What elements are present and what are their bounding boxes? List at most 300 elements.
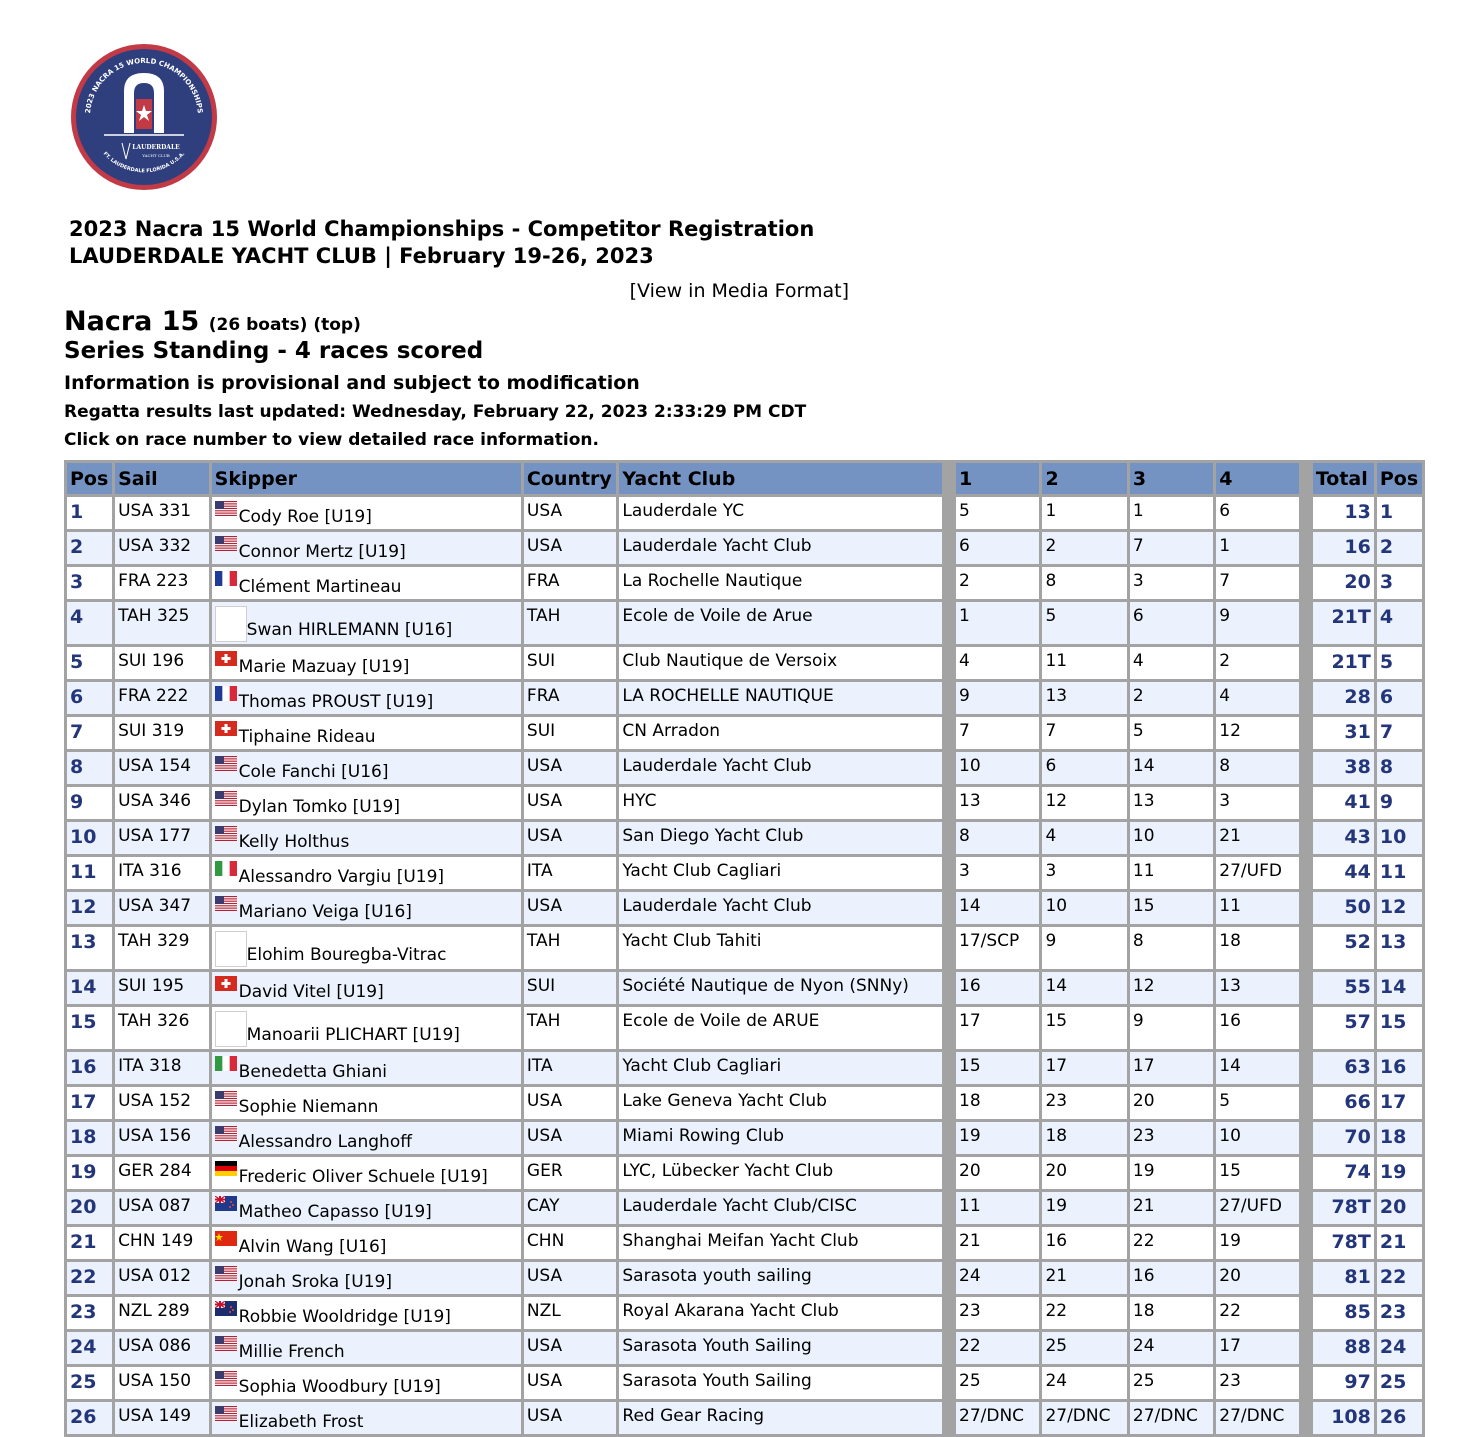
table-row bbox=[67, 822, 1422, 854]
series-standing: Series Standing - 4 races scored bbox=[64, 338, 484, 364]
total-points: 52 bbox=[1313, 927, 1374, 969]
race-1-score: 6 bbox=[956, 532, 1039, 564]
col-gap bbox=[945, 567, 953, 599]
race-3-score: 21 bbox=[1130, 1192, 1213, 1224]
country-flag-icon bbox=[215, 651, 237, 666]
race-2-score: 15 bbox=[1042, 1007, 1126, 1049]
skipper-name: Sophia Woodbury [U19] bbox=[238, 1377, 441, 1397]
country-code: USA bbox=[524, 1332, 616, 1364]
country-code: USA bbox=[524, 822, 616, 854]
table-row bbox=[67, 1332, 1422, 1364]
country-flag-icon bbox=[215, 1406, 237, 1421]
race-1-score: 20 bbox=[956, 1157, 1039, 1189]
col-gap bbox=[945, 892, 953, 924]
table-row bbox=[67, 1262, 1422, 1294]
yacht-club: Lauderdale Yacht Club bbox=[619, 892, 942, 924]
class-name: Nacra 15 bbox=[64, 306, 200, 337]
race-3-score: 25 bbox=[1130, 1367, 1213, 1399]
final-position: 4 bbox=[1377, 602, 1422, 644]
country-flag-icon bbox=[215, 791, 237, 806]
sail-number: CHN 149 bbox=[115, 1227, 209, 1259]
skipper-name: Marie Mazuay [U19] bbox=[238, 657, 410, 677]
skipper-cell bbox=[212, 497, 521, 529]
pos: 2 bbox=[67, 532, 112, 564]
race-1-score: 17/SCP bbox=[956, 927, 1039, 969]
pos: 14 bbox=[67, 972, 112, 1004]
pos: 13 bbox=[67, 927, 112, 969]
country-flag-icon bbox=[215, 1231, 237, 1246]
col-gap bbox=[945, 1122, 953, 1154]
col-gap bbox=[1302, 1297, 1310, 1329]
race-3-score: 17 bbox=[1130, 1052, 1213, 1084]
race-2-score: 2 bbox=[1042, 532, 1126, 564]
sail-number: SUI 196 bbox=[115, 647, 209, 679]
regatta-venue: LAUDERDALE YACHT CLUB | February 19-26, 2023 bbox=[69, 244, 654, 268]
total-points: 88 bbox=[1313, 1332, 1374, 1364]
col-gap bbox=[945, 463, 953, 494]
sail-number: USA 150 bbox=[115, 1367, 209, 1399]
yacht-club: HYC bbox=[619, 787, 942, 819]
table-row bbox=[67, 1192, 1422, 1224]
race-1-link[interactable]: 1 bbox=[956, 463, 1039, 494]
boat-count: (26 boats) bbox=[208, 315, 308, 335]
country-flag-icon bbox=[215, 686, 237, 701]
skipper-cell bbox=[212, 927, 521, 969]
country-flag-icon bbox=[215, 1161, 237, 1176]
col-gap bbox=[1302, 822, 1310, 854]
country-flag-icon bbox=[215, 826, 237, 841]
total-points: 85 bbox=[1313, 1297, 1374, 1329]
race-4-score: 27/UFD bbox=[1216, 1192, 1298, 1224]
country-flag-icon bbox=[215, 861, 237, 876]
table-row bbox=[67, 1402, 1422, 1434]
race-2-score: 4 bbox=[1042, 822, 1126, 854]
skipper-name: Elizabeth Frost bbox=[238, 1412, 364, 1432]
race-1-score: 24 bbox=[956, 1262, 1039, 1294]
sail-number: USA 152 bbox=[115, 1087, 209, 1119]
col-gap bbox=[1302, 463, 1310, 494]
race-3-score: 23 bbox=[1130, 1122, 1213, 1154]
final-position: 9 bbox=[1377, 787, 1422, 819]
country-code: TAH bbox=[524, 602, 616, 644]
race-4-score: 23 bbox=[1216, 1367, 1298, 1399]
last-updated: Regatta results last updated: Wednesday, February 22, 2023 2:33:29 PM CDT bbox=[64, 402, 807, 422]
race-4-score: 5 bbox=[1216, 1087, 1298, 1119]
sail-number: USA 331 bbox=[115, 497, 209, 529]
skipper-name: Sophie Niemann bbox=[238, 1097, 379, 1117]
race-1-score: 17 bbox=[956, 1007, 1039, 1049]
table-row bbox=[67, 647, 1422, 679]
race-2-score: 17 bbox=[1042, 1052, 1126, 1084]
skipper-name: Swan HIRLEMANN [U16] bbox=[246, 620, 453, 640]
skipper-name: Robbie Wooldridge [U19] bbox=[238, 1307, 451, 1327]
table-row bbox=[67, 857, 1422, 889]
final-position: 22 bbox=[1377, 1262, 1422, 1294]
total-points: 44 bbox=[1313, 857, 1374, 889]
table-row bbox=[67, 752, 1422, 784]
skipper-cell bbox=[212, 647, 521, 679]
race-4-score: 4 bbox=[1216, 682, 1298, 714]
col-gap bbox=[1302, 1227, 1310, 1259]
total-points: 108 bbox=[1313, 1402, 1374, 1434]
country-flag-icon bbox=[215, 721, 237, 736]
table-row bbox=[67, 682, 1422, 714]
col-gap bbox=[1302, 857, 1310, 889]
sail-number: USA 346 bbox=[115, 787, 209, 819]
total-points: 57 bbox=[1313, 1007, 1374, 1049]
country-flag-icon bbox=[215, 896, 237, 911]
col-gap bbox=[1302, 1087, 1310, 1119]
sail-number: ITA 318 bbox=[115, 1052, 209, 1084]
skipper-cell bbox=[212, 1297, 521, 1329]
col-gap bbox=[1302, 602, 1310, 644]
class-info bbox=[64, 306, 806, 450]
race-3-link[interactable]: 3 bbox=[1130, 463, 1213, 494]
race-1-score: 21 bbox=[956, 1227, 1039, 1259]
skipper-cell bbox=[212, 822, 521, 854]
country-code: SUI bbox=[524, 972, 616, 1004]
table-row bbox=[67, 1122, 1422, 1154]
sail-number: USA 347 bbox=[115, 892, 209, 924]
yacht-club: Lauderdale Yacht Club bbox=[619, 752, 942, 784]
total-points: 13 bbox=[1313, 497, 1374, 529]
pos: 3 bbox=[67, 567, 112, 599]
col-gap bbox=[945, 857, 953, 889]
sail-number: USA 087 bbox=[115, 1192, 209, 1224]
total-points: 81 bbox=[1313, 1262, 1374, 1294]
skipper-cell bbox=[212, 717, 521, 749]
col-gap bbox=[945, 1262, 953, 1294]
race-2-score: 6 bbox=[1042, 752, 1126, 784]
race-3-score: 8 bbox=[1130, 927, 1213, 969]
results-table bbox=[64, 460, 1425, 1437]
pos: 1 bbox=[67, 497, 112, 529]
sail-number: USA 156 bbox=[115, 1122, 209, 1154]
yacht-club: Royal Akarana Yacht Club bbox=[619, 1297, 942, 1329]
skipper-name: Tiphaine Rideau bbox=[238, 727, 376, 747]
col-gap bbox=[1302, 927, 1310, 969]
final-position: 19 bbox=[1377, 1157, 1422, 1189]
yacht-club: CN Arradon bbox=[619, 717, 942, 749]
yacht-club: Sarasota youth sailing bbox=[619, 1262, 942, 1294]
race-2-link[interactable]: 2 bbox=[1042, 463, 1126, 494]
sail-number: USA 012 bbox=[115, 1262, 209, 1294]
skipper-name: Manoarii PLICHART [U19] bbox=[246, 1025, 460, 1045]
race-4-link[interactable]: 4 bbox=[1216, 463, 1298, 494]
skipper-name: Thomas PROUST [U19] bbox=[238, 692, 434, 712]
pos: 9 bbox=[67, 787, 112, 819]
total-points: 78T bbox=[1313, 1227, 1374, 1259]
race-3-score: 22 bbox=[1130, 1227, 1213, 1259]
country-code: USA bbox=[524, 1262, 616, 1294]
race-3-score: 20 bbox=[1130, 1087, 1213, 1119]
col-gap bbox=[945, 1157, 953, 1189]
country-code: USA bbox=[524, 497, 616, 529]
yacht-club: LA ROCHELLE NAUTIQUE bbox=[619, 682, 942, 714]
race-3-score: 24 bbox=[1130, 1332, 1213, 1364]
race-4-score: 8 bbox=[1216, 752, 1298, 784]
col-gap bbox=[1302, 647, 1310, 679]
table-row bbox=[67, 1157, 1422, 1189]
race-2-score: 25 bbox=[1042, 1332, 1126, 1364]
skipper-name: Alessandro Vargiu [U19] bbox=[238, 867, 445, 887]
col-gap bbox=[945, 1367, 953, 1399]
sail-number: TAH 325 bbox=[115, 602, 209, 644]
final-position: 17 bbox=[1377, 1087, 1422, 1119]
table-row bbox=[67, 1007, 1422, 1049]
col-gap bbox=[945, 1297, 953, 1329]
country-code: TAH bbox=[524, 1007, 616, 1049]
race-4-score: 11 bbox=[1216, 892, 1298, 924]
race-4-score: 16 bbox=[1216, 1007, 1298, 1049]
total-points: 50 bbox=[1313, 892, 1374, 924]
total-points: 41 bbox=[1313, 787, 1374, 819]
pos: 10 bbox=[67, 822, 112, 854]
country-code: USA bbox=[524, 532, 616, 564]
sail-number: USA 177 bbox=[115, 822, 209, 854]
col-gap bbox=[945, 497, 953, 529]
race-3-score: 12 bbox=[1130, 972, 1213, 1004]
country-flag-icon bbox=[215, 1371, 237, 1386]
total-points: 70 bbox=[1313, 1122, 1374, 1154]
skipper-name: Cole Fanchi [U16] bbox=[238, 762, 389, 782]
final-position: 7 bbox=[1377, 717, 1422, 749]
race-3-score: 18 bbox=[1130, 1297, 1213, 1329]
race-4-score: 27/DNC bbox=[1216, 1402, 1298, 1434]
sail-number: ITA 316 bbox=[115, 857, 209, 889]
final-position: 21 bbox=[1377, 1227, 1422, 1259]
yacht-club: Yacht Club Cagliari bbox=[619, 1052, 942, 1084]
total-points: 16 bbox=[1313, 532, 1374, 564]
table-row bbox=[67, 1297, 1422, 1329]
col-gap bbox=[1302, 532, 1310, 564]
race-3-score: 9 bbox=[1130, 1007, 1213, 1049]
race-1-score: 7 bbox=[956, 717, 1039, 749]
pos: 23 bbox=[67, 1297, 112, 1329]
yacht-club: San Diego Yacht Club bbox=[619, 822, 942, 854]
yacht-club: La Rochelle Nautique bbox=[619, 567, 942, 599]
skipper-name: Kelly Holthus bbox=[238, 832, 350, 852]
final-position: 16 bbox=[1377, 1052, 1422, 1084]
race-2-score: 14 bbox=[1042, 972, 1126, 1004]
race-2-score: 16 bbox=[1042, 1227, 1126, 1259]
race-4-score: 22 bbox=[1216, 1297, 1298, 1329]
total-points: 31 bbox=[1313, 717, 1374, 749]
country-flag-icon bbox=[215, 501, 237, 516]
pos: 6 bbox=[67, 682, 112, 714]
col-gap bbox=[945, 1052, 953, 1084]
country-flag-icon bbox=[215, 1196, 237, 1211]
race-3-score: 6 bbox=[1130, 602, 1213, 644]
table-row bbox=[67, 497, 1422, 529]
race-1-score: 8 bbox=[956, 822, 1039, 854]
country-code: SUI bbox=[524, 717, 616, 749]
col-gap bbox=[945, 682, 953, 714]
sail-number: FRA 223 bbox=[115, 567, 209, 599]
col-gap bbox=[945, 787, 953, 819]
race-2-score: 11 bbox=[1042, 647, 1126, 679]
total-points: 21T bbox=[1313, 647, 1374, 679]
col-gap bbox=[945, 1332, 953, 1364]
col-gap bbox=[1302, 787, 1310, 819]
country-flag-icon bbox=[215, 1091, 237, 1106]
race-2-score: 10 bbox=[1042, 892, 1126, 924]
country-code: FRA bbox=[524, 567, 616, 599]
skipper-cell bbox=[212, 1262, 521, 1294]
col-country: Country bbox=[524, 463, 616, 494]
country-code: SUI bbox=[524, 647, 616, 679]
event-logo bbox=[70, 43, 218, 191]
col-gap bbox=[1302, 972, 1310, 1004]
sail-number: TAH 329 bbox=[115, 927, 209, 969]
yacht-club: Shanghai Meifan Yacht Club bbox=[619, 1227, 942, 1259]
country-flag-icon bbox=[215, 931, 247, 967]
skipper-name: Elohim Bouregba-Vitrac bbox=[246, 945, 447, 965]
final-position: 3 bbox=[1377, 567, 1422, 599]
skipper-cell bbox=[212, 1367, 521, 1399]
race-2-score: 22 bbox=[1042, 1297, 1126, 1329]
col-gap bbox=[945, 1007, 953, 1049]
logo-text-bottom: FT. LAUDERDALE FLORIDA U.S.A. bbox=[101, 150, 187, 175]
col-gap bbox=[945, 602, 953, 644]
skipper-cell bbox=[212, 602, 521, 644]
race-4-score: 14 bbox=[1216, 1052, 1298, 1084]
table-row bbox=[67, 1227, 1422, 1259]
race-2-score: 23 bbox=[1042, 1087, 1126, 1119]
yacht-club: Lauderdale Yacht Club bbox=[619, 532, 942, 564]
race-2-score: 19 bbox=[1042, 1192, 1126, 1224]
yacht-club: Miami Rowing Club bbox=[619, 1122, 942, 1154]
country-code: USA bbox=[524, 787, 616, 819]
race-1-score: 22 bbox=[956, 1332, 1039, 1364]
final-position: 10 bbox=[1377, 822, 1422, 854]
table-row bbox=[67, 1052, 1422, 1084]
sail-number: FRA 222 bbox=[115, 682, 209, 714]
race-2-score: 5 bbox=[1042, 602, 1126, 644]
col-pos-final: Pos bbox=[1377, 463, 1422, 494]
skipper-cell bbox=[212, 1122, 521, 1154]
race-4-score: 1 bbox=[1216, 532, 1298, 564]
pos: 22 bbox=[67, 1262, 112, 1294]
col-gap bbox=[1302, 1367, 1310, 1399]
sail-number: TAH 326 bbox=[115, 1007, 209, 1049]
race-1-score: 3 bbox=[956, 857, 1039, 889]
table-row bbox=[67, 602, 1422, 644]
race-3-score: 1 bbox=[1130, 497, 1213, 529]
country-flag-icon bbox=[215, 756, 237, 771]
total-points: 43 bbox=[1313, 822, 1374, 854]
skipper-cell bbox=[212, 1157, 521, 1189]
race-3-score: 27/DNC bbox=[1130, 1402, 1213, 1434]
final-position: 25 bbox=[1377, 1367, 1422, 1399]
race-3-score: 3 bbox=[1130, 567, 1213, 599]
col-pos: Pos bbox=[67, 463, 112, 494]
col-gap bbox=[945, 927, 953, 969]
race-4-score: 2 bbox=[1216, 647, 1298, 679]
col-gap bbox=[1302, 892, 1310, 924]
race-4-score: 21 bbox=[1216, 822, 1298, 854]
col-gap bbox=[945, 752, 953, 784]
pos: 20 bbox=[67, 1192, 112, 1224]
country-code: USA bbox=[524, 1122, 616, 1154]
race-3-score: 11 bbox=[1130, 857, 1213, 889]
race-4-score: 7 bbox=[1216, 567, 1298, 599]
regatta-header bbox=[69, 216, 849, 302]
race-2-score: 24 bbox=[1042, 1367, 1126, 1399]
country-code: GER bbox=[524, 1157, 616, 1189]
race-2-score: 7 bbox=[1042, 717, 1126, 749]
sail-number: NZL 289 bbox=[115, 1297, 209, 1329]
race-4-score: 18 bbox=[1216, 927, 1298, 969]
final-position: 13 bbox=[1377, 927, 1422, 969]
pos: 12 bbox=[67, 892, 112, 924]
race-3-score: 19 bbox=[1130, 1157, 1213, 1189]
col-gap bbox=[945, 717, 953, 749]
country-code: USA bbox=[524, 752, 616, 784]
country-code: CAY bbox=[524, 1192, 616, 1224]
yacht-club: Lake Geneva Yacht Club bbox=[619, 1087, 942, 1119]
col-skipper: Skipper bbox=[212, 463, 521, 494]
sail-number: SUI 319 bbox=[115, 717, 209, 749]
top-link[interactable]: (top) bbox=[313, 315, 361, 335]
total-points: 74 bbox=[1313, 1157, 1374, 1189]
race-1-score: 15 bbox=[956, 1052, 1039, 1084]
col-gap bbox=[945, 1227, 953, 1259]
col-gap bbox=[1302, 1122, 1310, 1154]
yacht-club: Lauderdale YC bbox=[619, 497, 942, 529]
race-4-score: 10 bbox=[1216, 1122, 1298, 1154]
race-3-score: 13 bbox=[1130, 787, 1213, 819]
race-1-score: 10 bbox=[956, 752, 1039, 784]
final-position: 2 bbox=[1377, 532, 1422, 564]
total-points: 21T bbox=[1313, 602, 1374, 644]
skipper-cell bbox=[212, 857, 521, 889]
race-1-score: 25 bbox=[956, 1367, 1039, 1399]
race-2-score: 27/DNC bbox=[1042, 1402, 1126, 1434]
provisional-notice: Information is provisional and subject to modification bbox=[64, 372, 640, 394]
header-row bbox=[67, 463, 1422, 494]
final-position: 15 bbox=[1377, 1007, 1422, 1049]
race-1-score: 16 bbox=[956, 972, 1039, 1004]
sail-number: GER 284 bbox=[115, 1157, 209, 1189]
race-4-score: 6 bbox=[1216, 497, 1298, 529]
yacht-club: Yacht Club Tahiti bbox=[619, 927, 942, 969]
yacht-club: Ecole de Voile de Arue bbox=[619, 602, 942, 644]
country-flag-icon bbox=[215, 1126, 237, 1141]
country-flag-icon bbox=[215, 1056, 237, 1071]
yacht-club: Club Nautique de Versoix bbox=[619, 647, 942, 679]
table-row bbox=[67, 567, 1422, 599]
race-1-score: 5 bbox=[956, 497, 1039, 529]
pos: 4 bbox=[67, 602, 112, 644]
country-flag-icon bbox=[215, 606, 247, 642]
col-gap bbox=[1302, 752, 1310, 784]
final-position: 5 bbox=[1377, 647, 1422, 679]
media-format-link[interactable]: [View in Media Format] bbox=[629, 280, 849, 302]
col-gap bbox=[945, 1087, 953, 1119]
sail-number: USA 149 bbox=[115, 1402, 209, 1434]
race-4-score: 9 bbox=[1216, 602, 1298, 644]
country-code: USA bbox=[524, 1087, 616, 1119]
table-row bbox=[67, 972, 1422, 1004]
col-gap bbox=[945, 1402, 953, 1434]
country-flag-icon bbox=[215, 1011, 247, 1047]
race-3-score: 14 bbox=[1130, 752, 1213, 784]
pos: 26 bbox=[67, 1402, 112, 1434]
yacht-club: Sarasota Youth Sailing bbox=[619, 1367, 942, 1399]
race-1-score: 2 bbox=[956, 567, 1039, 599]
sail-number: SUI 195 bbox=[115, 972, 209, 1004]
